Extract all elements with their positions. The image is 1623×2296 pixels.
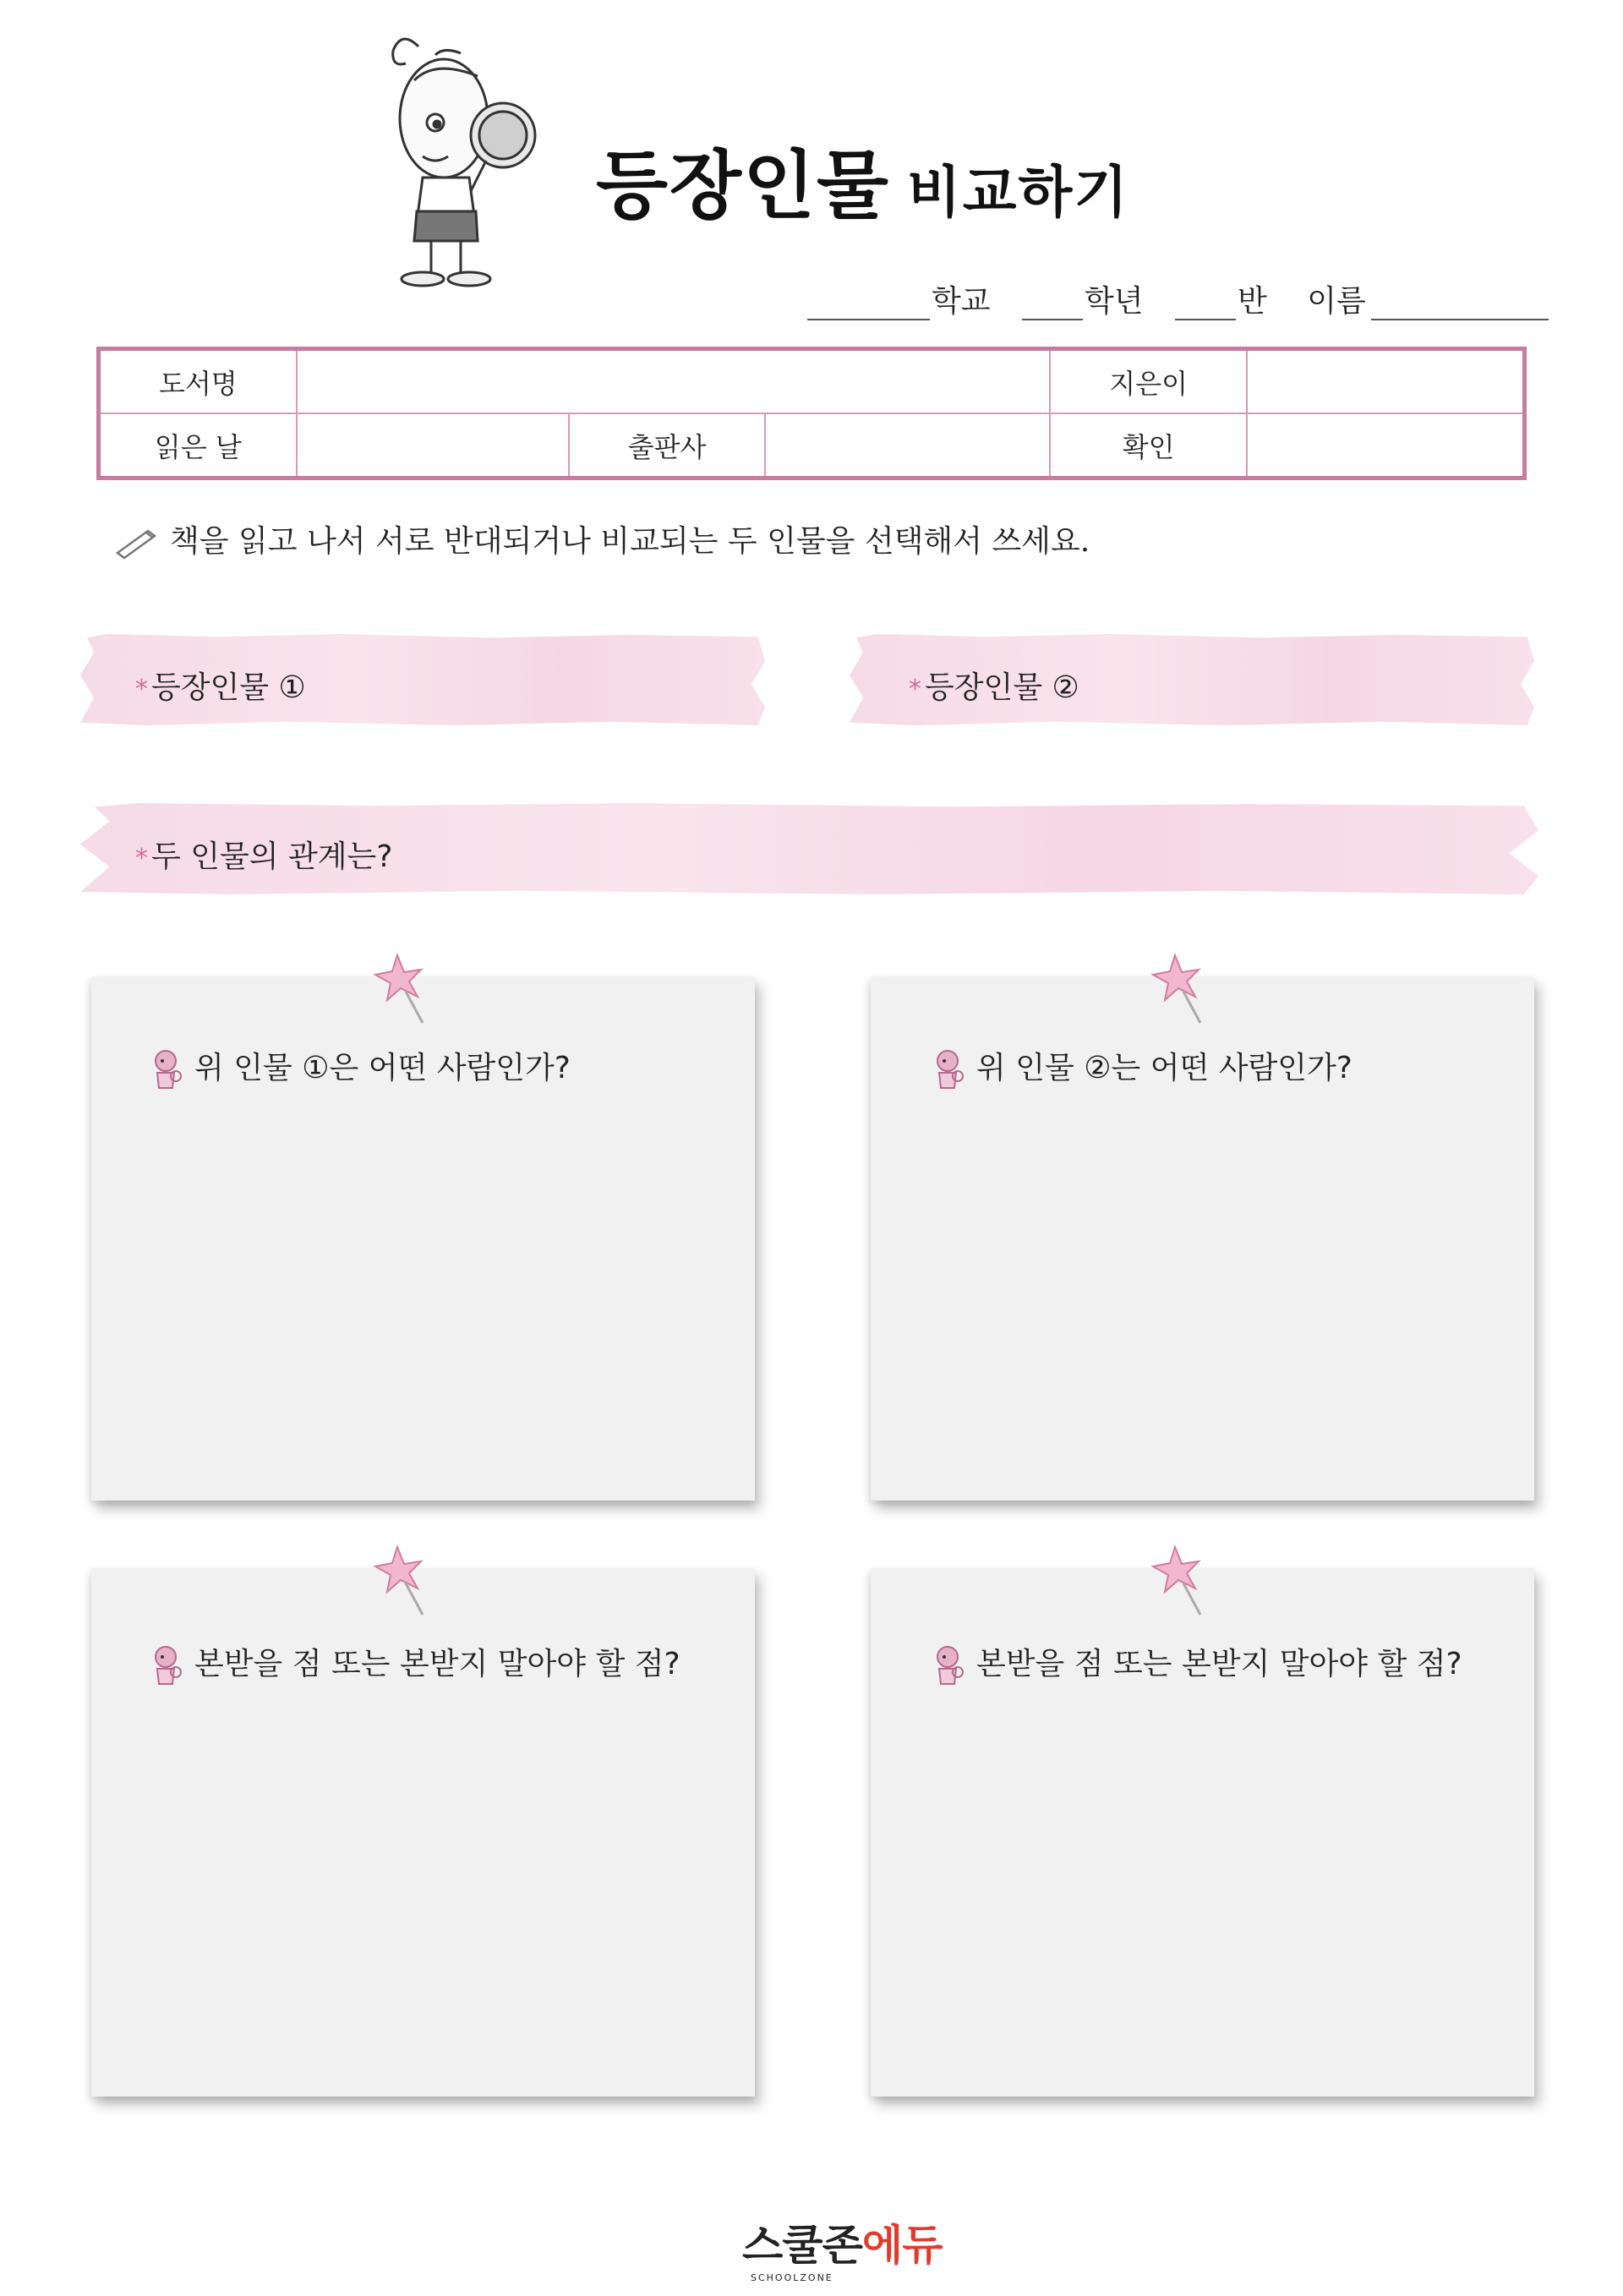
read-date-label: 읽은 날 (99, 413, 297, 478)
boy-icon (144, 1047, 184, 1091)
character1-field[interactable] (101, 727, 761, 761)
boy-icon (144, 1643, 184, 1687)
star-pin-icon (1150, 951, 1217, 1027)
card-question-4: 본받을 점 또는 본받지 말아야 할 점? (926, 1640, 1462, 1687)
author-label: 지은이 (1050, 349, 1247, 414)
star-icon: * (135, 844, 148, 873)
card-question-3: 본받을 점 또는 본받지 말아야 할 점? (144, 1640, 680, 1687)
student-info (807, 277, 1530, 320)
check-field[interactable] (1247, 413, 1524, 478)
school-blank[interactable] (807, 285, 930, 320)
title-sub: 비교하기 (907, 160, 1130, 225)
star-pin-icon (372, 951, 440, 1027)
card-question-1: 위 인물 ①은 어떤 사람인가? (144, 1044, 571, 1091)
star-pin-icon (1150, 1543, 1217, 1619)
book-title-field[interactable] (297, 349, 1051, 414)
schoolzone-logo (742, 2211, 943, 2283)
grade-blank[interactable] (1022, 285, 1083, 320)
name-blank[interactable] (1371, 285, 1549, 320)
character2-field[interactable] (871, 727, 1530, 761)
title-main: 등장인물 (596, 142, 891, 229)
star-icon: * (135, 675, 148, 704)
instruction-text: 책을 읽고 나서 서로 반대되거나 비교되는 두 인물을 선택해서 쓰세요. (170, 524, 1090, 559)
logo-sub: SCHOOLZONE (751, 2272, 833, 2283)
book-title-label: 도서명 (99, 349, 297, 414)
publisher-field[interactable] (765, 413, 1050, 478)
pencil-icon (114, 528, 158, 560)
class-label: 반 (1238, 284, 1267, 319)
tape-label-character2: * 등장인물 ② (909, 670, 1079, 705)
mascot-illustration (385, 30, 545, 292)
book-info-table (96, 347, 1527, 480)
logo-main: 스쿨존에듀 (742, 2221, 943, 2270)
star-icon: * (909, 675, 921, 704)
boy-icon (926, 1047, 966, 1091)
read-date-field[interactable] (297, 413, 569, 478)
author-field[interactable] (1247, 349, 1524, 414)
name-label: 이름 (1307, 284, 1366, 319)
relationship-field[interactable] (101, 896, 1522, 930)
publisher-label: 출판사 (569, 413, 766, 478)
card-question-2: 위 인물 ②는 어떤 사람인가? (926, 1044, 1352, 1091)
check-label: 확인 (1050, 413, 1247, 478)
school-label: 학교 (932, 284, 991, 319)
tape-label-character1: * 등장인물 ① (135, 670, 306, 705)
boy-icon (926, 1643, 966, 1687)
class-blank[interactable] (1175, 285, 1236, 320)
page-title (596, 127, 1129, 233)
star-pin-icon (372, 1543, 440, 1619)
tape-label-relationship: * 두 인물의 관계는? (135, 839, 393, 874)
instruction (114, 517, 1090, 560)
grade-label: 학년 (1085, 284, 1144, 319)
